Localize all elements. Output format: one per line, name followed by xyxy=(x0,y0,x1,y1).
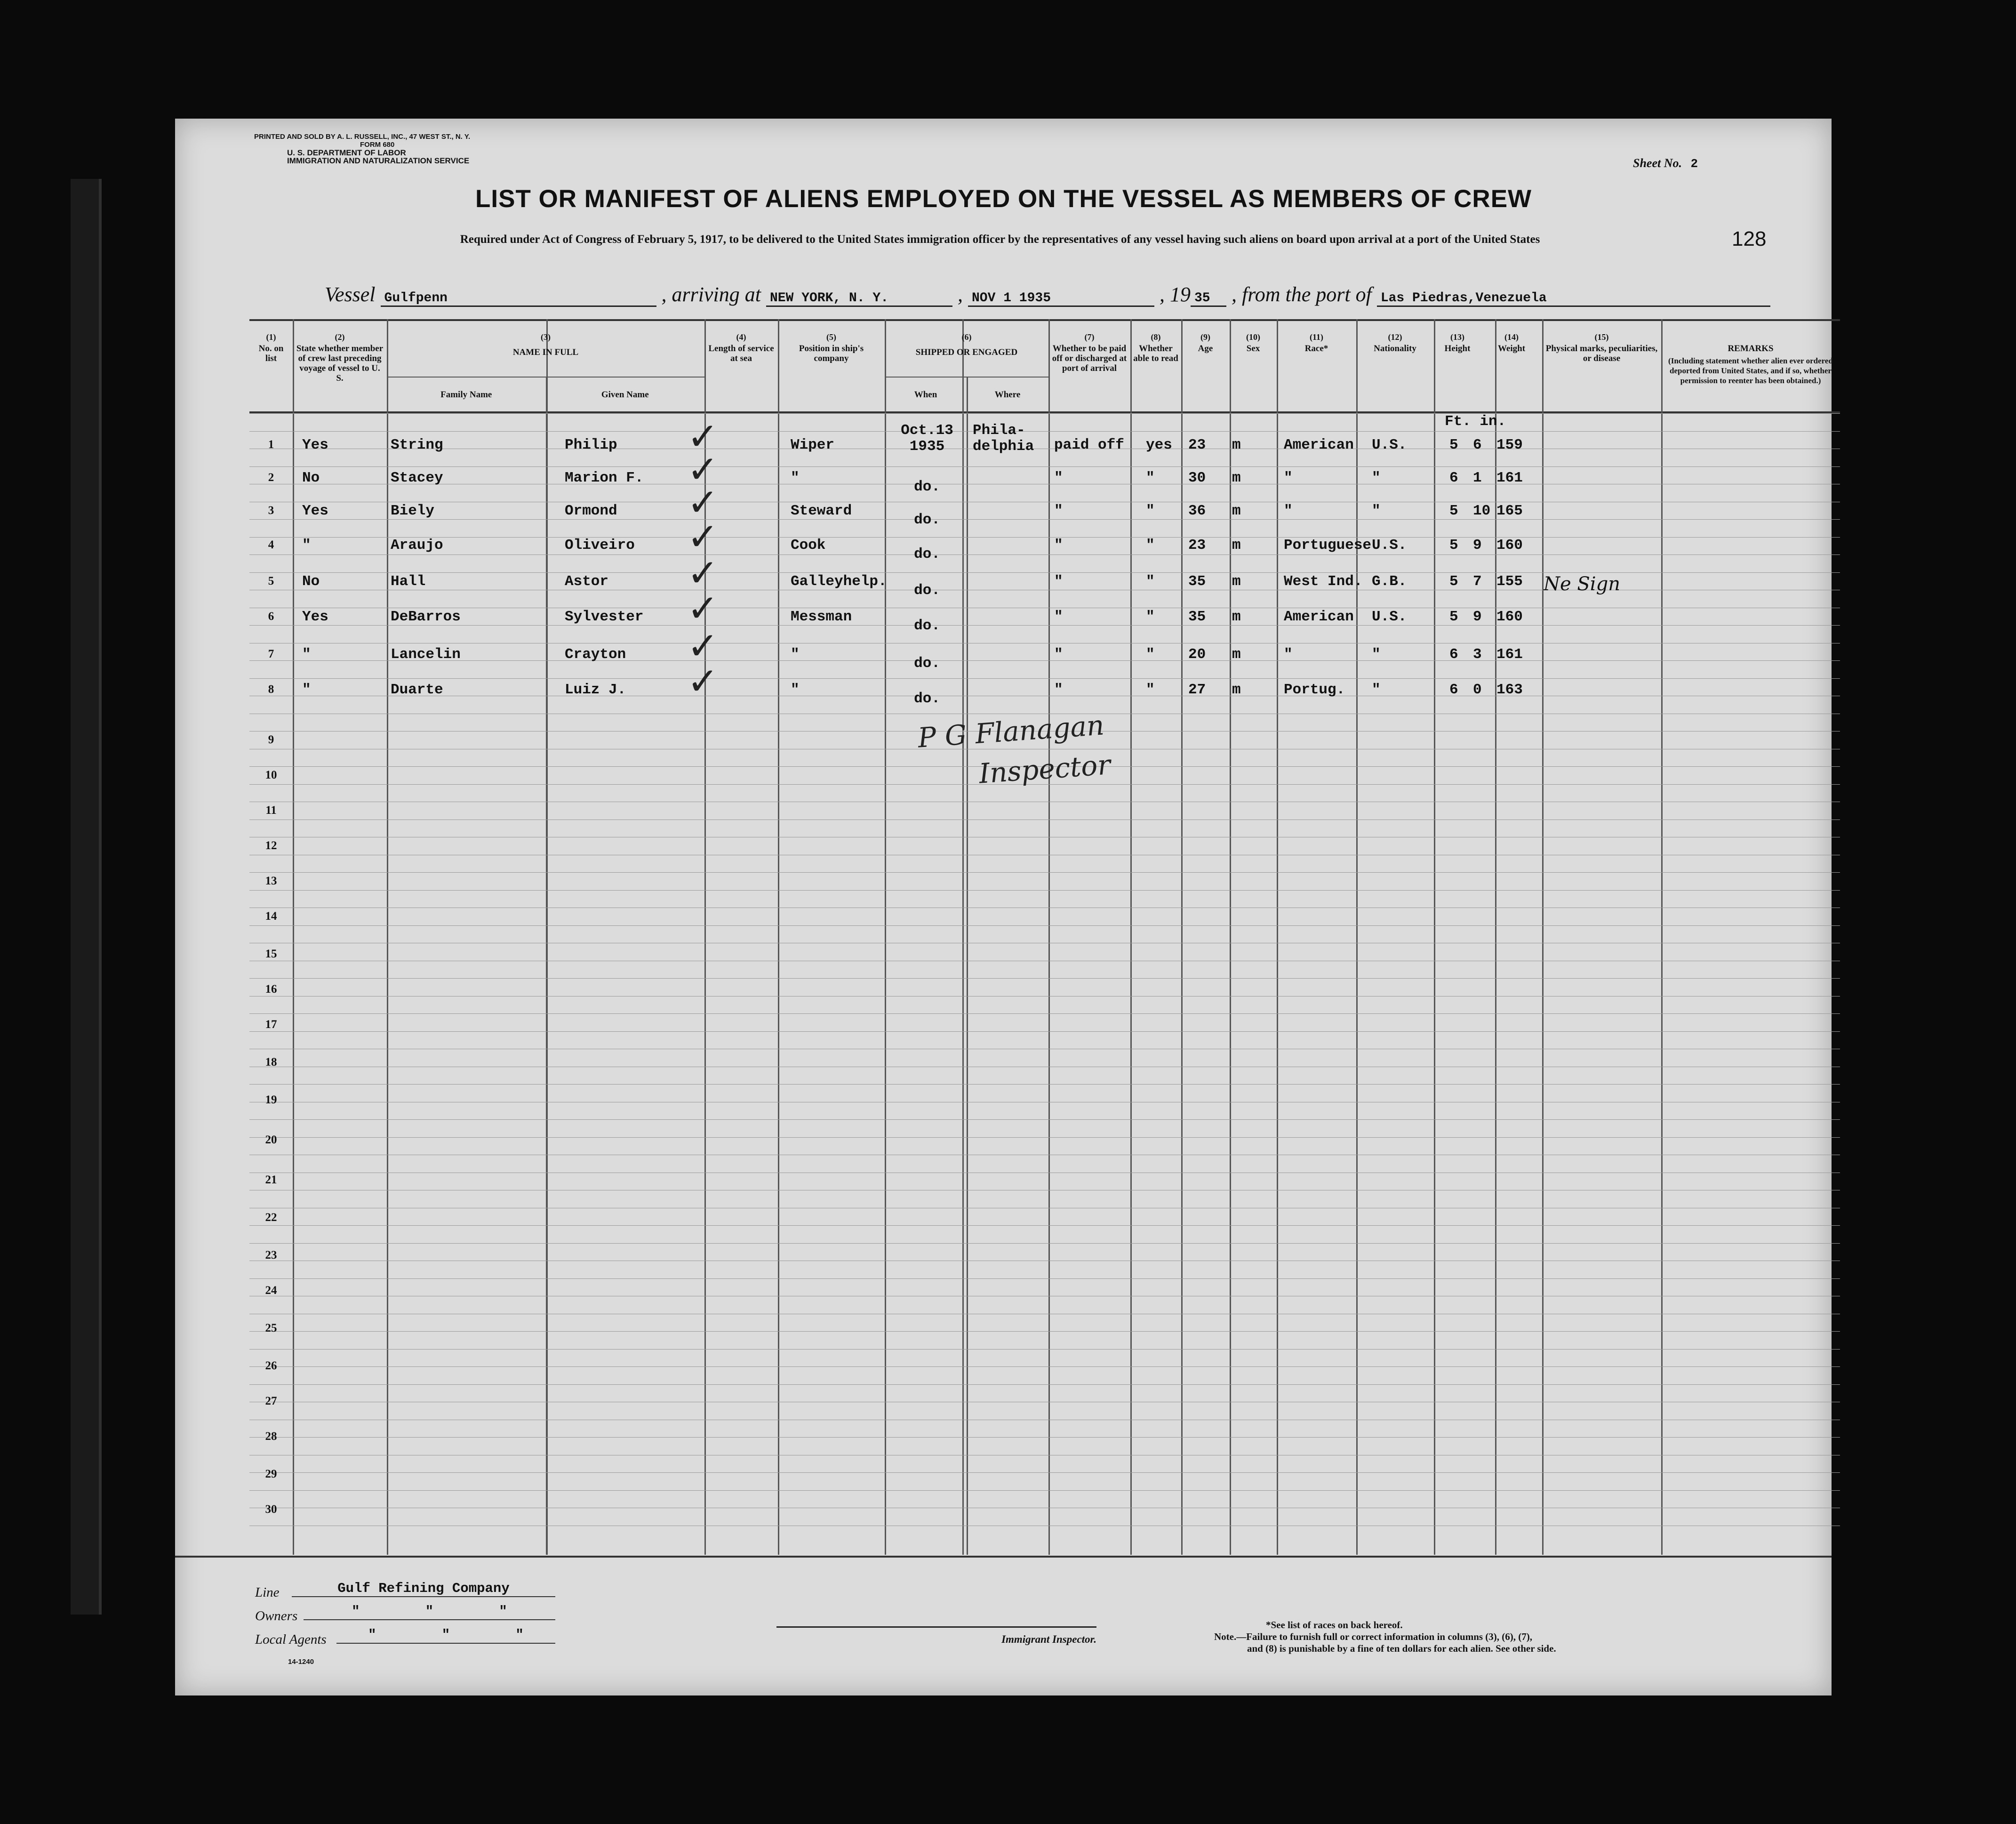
checkmark-icon: ✓ xyxy=(687,659,719,703)
cell-sex: m xyxy=(1232,682,1241,698)
cell-weight: 160 xyxy=(1496,609,1523,625)
cell-race: American xyxy=(1284,437,1354,453)
cell-marks: Ne Sign xyxy=(1544,573,1620,595)
column-number: (8) xyxy=(1151,332,1161,342)
printer-info xyxy=(254,133,470,165)
page-title: LIST OR MANIFEST OF ALIENS EMPLOYED ON THE VESSEL AS MEMBERS OF CREW xyxy=(475,185,1532,213)
checkmark-icon: ✓ xyxy=(687,415,719,458)
local-agents-label: Local Agents xyxy=(255,1632,327,1647)
row-number: 24 xyxy=(265,1284,277,1297)
cell-nat: G.B. xyxy=(1372,573,1407,590)
cell-given: Ormond xyxy=(565,503,617,519)
column-subheader: Where xyxy=(994,390,1021,400)
footnote-penalty-cont: and (8) is punishable by a fine of ten dollars for each alien. See other side. xyxy=(1247,1643,1556,1654)
ruled-line xyxy=(249,431,1840,432)
cell-weight: 159 xyxy=(1496,437,1523,453)
cell-prev: Yes xyxy=(302,503,328,519)
ruled-line xyxy=(249,1490,1840,1491)
column-header: Nationality xyxy=(1374,344,1416,354)
column-number: (13) xyxy=(1450,332,1464,342)
column-header: Race* xyxy=(1304,344,1328,354)
row-number: 1 xyxy=(268,438,274,451)
cell-read: " xyxy=(1146,537,1155,554)
cell-ft: 5 xyxy=(1449,437,1458,453)
cell-family: Duarte xyxy=(391,682,443,698)
cell-nat: " xyxy=(1372,470,1381,486)
cell-position: Cook xyxy=(791,537,826,554)
row-number: 4 xyxy=(268,538,274,551)
cell-prev: No xyxy=(302,573,320,590)
cell-age: 20 xyxy=(1188,646,1206,663)
ruled-line xyxy=(249,1384,1840,1385)
cell-sex: m xyxy=(1232,573,1241,590)
column-rule xyxy=(962,319,964,1555)
cell-race: Portuguese xyxy=(1284,537,1372,554)
form-number: 14-1240 xyxy=(288,1658,314,1666)
cell-prev: No xyxy=(302,470,320,486)
cell-race: Portug. xyxy=(1284,682,1345,698)
sheet-value: 2 xyxy=(1690,157,1698,171)
ruled-line xyxy=(249,1013,1840,1014)
ruled-line xyxy=(249,1225,1840,1226)
row-number: 13 xyxy=(265,875,277,887)
row-number: 10 xyxy=(265,769,277,781)
ruled-line xyxy=(249,1366,1840,1367)
row-number: 5 xyxy=(268,575,274,587)
ruled-line xyxy=(249,519,1840,520)
from-label: , from the port of xyxy=(1231,283,1372,306)
column-header: Weight xyxy=(1497,344,1526,354)
page-number: 128 xyxy=(1732,227,1767,250)
column-number: (3) xyxy=(541,332,551,342)
checkmark-icon: ✓ xyxy=(687,551,719,595)
cell-prev: " xyxy=(302,537,311,554)
cell-age: 27 xyxy=(1188,682,1206,698)
immigrant-inspector-line xyxy=(776,1626,1096,1646)
cell-read: " xyxy=(1146,573,1155,590)
cell-age: 35 xyxy=(1188,573,1206,590)
cell-position: " xyxy=(791,470,800,486)
column-subheader: Given Name xyxy=(601,390,649,400)
column-header: SHIPPED OR ENGAGED xyxy=(915,347,1018,357)
cell-given: Sylvester xyxy=(565,609,644,625)
column-number: (12) xyxy=(1388,332,1402,342)
checkmark-icon: ✓ xyxy=(687,515,719,559)
column-header: REMARKS xyxy=(1728,344,1774,354)
cell-shipped-when: do. xyxy=(914,512,940,528)
column-subheader: When xyxy=(914,390,937,400)
ruled-line xyxy=(249,1349,1840,1350)
row-number: 12 xyxy=(265,839,277,852)
cell-shipped-when: do. xyxy=(914,691,940,707)
cell-weight: 163 xyxy=(1496,682,1523,698)
cell-prev: " xyxy=(302,646,311,663)
cell-in: 3 xyxy=(1473,646,1482,663)
cell-sex: m xyxy=(1232,609,1241,625)
cell-race: American xyxy=(1284,609,1354,625)
cell-in: 1 xyxy=(1473,470,1482,486)
ruled-line xyxy=(249,1278,1840,1279)
ruled-line xyxy=(249,1084,1840,1085)
cell-paid: " xyxy=(1054,573,1063,590)
cell-family: String xyxy=(391,437,443,453)
row-number: 3 xyxy=(268,504,274,517)
cell-in: 6 xyxy=(1473,437,1482,453)
cell-weight: 161 xyxy=(1496,470,1523,486)
footnote-races: *See list of races on back hereof. xyxy=(1266,1619,1403,1631)
row-number: 15 xyxy=(265,948,277,960)
cell-given: Oliveiro xyxy=(565,537,635,554)
cell-in: 7 xyxy=(1473,573,1482,590)
ruled-line xyxy=(249,1243,1840,1244)
arrival-date: NOV 1 1935 xyxy=(968,291,1154,307)
line-value: Gulf Refining Company xyxy=(292,1581,555,1597)
immigrant-inspector-label: Immigrant Inspector. xyxy=(1001,1633,1096,1645)
column-number: (2) xyxy=(335,332,345,342)
cell-sex: m xyxy=(1232,503,1241,519)
cell-sex: m xyxy=(1232,470,1241,486)
row-number: 25 xyxy=(265,1322,277,1334)
ruled-line xyxy=(249,1331,1840,1332)
row-number: 14 xyxy=(265,910,277,923)
cell-shipped-when: do. xyxy=(914,582,940,599)
arriving-label: , arriving at xyxy=(661,283,761,306)
column-number: (14) xyxy=(1504,332,1519,342)
cell-paid: " xyxy=(1054,646,1063,663)
cell-given: Astor xyxy=(565,573,609,590)
column-number: (4) xyxy=(736,332,746,342)
cell-position: Steward xyxy=(791,503,852,519)
cell-race: " xyxy=(1284,470,1293,486)
cell-position: " xyxy=(791,646,800,663)
page-subtitle: Required under Act of Congress of February 5, 1917, to be delivered to the United States immigration officer by the representatives of any vessel having such aliens on board upon arrival at a port of the United States xyxy=(460,233,1540,246)
row-number: 2 xyxy=(268,471,274,484)
crew-manifest-table xyxy=(249,319,1840,1555)
ruled-line xyxy=(249,1437,1840,1438)
cell-age: 35 xyxy=(1188,609,1206,625)
cell-ft: 5 xyxy=(1449,609,1458,625)
cell-weight: 161 xyxy=(1496,646,1523,663)
cell-race: West Ind. xyxy=(1284,573,1363,590)
cell-age: 23 xyxy=(1188,537,1206,554)
ruled-line xyxy=(249,1472,1840,1473)
cell-family: Stacey xyxy=(391,470,443,486)
column-rule xyxy=(293,319,294,1555)
owners-label: Owners xyxy=(255,1608,298,1623)
ruled-line xyxy=(249,890,1840,891)
cell-read: " xyxy=(1146,682,1155,698)
vessel-line: Vessel Gulfpenn , arriving at NEW YORK, N. Y. , NOV 1 1935 , 19 35 , from the port of Las Piedras,Venezuela xyxy=(325,282,1770,307)
ruled-line xyxy=(249,1031,1840,1032)
department-name: U. S. DEPARTMENT OF LABOR xyxy=(287,148,406,157)
column-number: (7) xyxy=(1084,332,1095,342)
cell-weight: 155 xyxy=(1496,573,1523,590)
cell-paid: " xyxy=(1054,537,1063,554)
column-rule xyxy=(1230,319,1231,1555)
column-rule xyxy=(885,319,886,1555)
row-number: 8 xyxy=(268,683,274,696)
column-number: (9) xyxy=(1200,332,1210,342)
cell-position: Galleyhelp. xyxy=(791,573,887,590)
row-number: 19 xyxy=(265,1093,277,1106)
column-subheader: Family Name xyxy=(440,390,492,400)
column-rule xyxy=(1356,319,1358,1555)
cell-paid: " xyxy=(1054,470,1063,486)
column-rule xyxy=(387,319,388,1555)
cell-in: 10 xyxy=(1473,503,1491,519)
cell-family: Hall xyxy=(391,573,426,590)
cell-position: " xyxy=(791,682,800,698)
column-number: (15) xyxy=(1594,332,1609,342)
cell-nat: U.S. xyxy=(1372,537,1407,554)
cell-given: Luiz J. xyxy=(565,682,626,698)
line-label: Line xyxy=(255,1585,280,1600)
row-number: 30 xyxy=(265,1503,277,1516)
ruled-line xyxy=(249,872,1840,873)
binder-strip xyxy=(71,179,102,1615)
cell-prev: Yes xyxy=(302,609,328,625)
cell-read: " xyxy=(1146,609,1155,625)
cell-paid: " xyxy=(1054,503,1063,519)
row-number: 7 xyxy=(268,648,274,660)
cell-nat: " xyxy=(1372,503,1381,519)
cell-read: " xyxy=(1146,503,1155,519)
sheet-label: Sheet No. xyxy=(1633,156,1682,170)
vessel-label: Vessel xyxy=(325,283,376,306)
ruled-line xyxy=(249,978,1840,979)
footnote-penalty: Note.—Failure to furnish full or correct information in columns (3), (6), (7), xyxy=(1214,1631,1532,1642)
column-header: NAME IN FULL xyxy=(512,347,579,357)
row-number: 16 xyxy=(265,983,277,996)
row-number: 6 xyxy=(268,610,274,623)
column-number: (1) xyxy=(266,332,276,342)
row-number: 18 xyxy=(265,1056,277,1069)
ruled-line xyxy=(249,660,1840,661)
column-rule xyxy=(1542,319,1544,1555)
column-number: (10) xyxy=(1246,332,1260,342)
column-rule xyxy=(967,377,968,1555)
column-header: Whether to be paid off or discharged at port of arrival xyxy=(1052,344,1127,373)
form-code: FORM 680 xyxy=(360,141,395,149)
row-number: 27 xyxy=(265,1395,277,1407)
cell-position: Wiper xyxy=(791,437,835,453)
table-top-rule xyxy=(249,319,1840,321)
cell-age: 30 xyxy=(1188,470,1206,486)
row-number: 26 xyxy=(265,1359,277,1372)
arrival-port: NEW YORK, N. Y. xyxy=(766,291,952,307)
cell-family: Araujo xyxy=(391,537,443,554)
row-number: 21 xyxy=(265,1173,277,1186)
row-number: 20 xyxy=(265,1133,277,1146)
ruled-line xyxy=(249,678,1840,679)
cell-weight: 160 xyxy=(1496,537,1523,554)
cell-paid: " xyxy=(1054,682,1063,698)
ruled-line xyxy=(249,925,1840,926)
column-header: Physical marks, peculiarities, or disease xyxy=(1545,344,1658,363)
cell-prev: " xyxy=(302,682,311,698)
ruled-line xyxy=(249,1137,1840,1138)
cell-shipped-when: Oct.13 1935 xyxy=(901,422,953,455)
cell-sex: m xyxy=(1232,646,1241,663)
checkmark-icon: ✓ xyxy=(687,587,719,630)
height-units: Ft. in. xyxy=(1445,413,1506,430)
cell-family: Biely xyxy=(391,503,435,519)
column-number: (11) xyxy=(1310,332,1323,342)
column-rule xyxy=(1130,319,1132,1555)
cell-ft: 6 xyxy=(1449,646,1458,663)
cell-given: Marion F. xyxy=(565,470,644,486)
cell-family: Lancelin xyxy=(391,646,461,663)
ruled-line xyxy=(249,1119,1840,1120)
cell-ft: 5 xyxy=(1449,537,1458,554)
cell-prev: Yes xyxy=(302,437,328,453)
row-number: 22 xyxy=(265,1211,277,1224)
footer-rule xyxy=(175,1556,1832,1561)
cell-ft: 5 xyxy=(1449,573,1458,590)
column-header: Height xyxy=(1444,344,1471,354)
column-rule xyxy=(1434,319,1435,1555)
column-header: Age xyxy=(1198,344,1213,354)
cell-ft: 5 xyxy=(1449,503,1458,519)
cell-shipped-when: do. xyxy=(914,546,940,562)
cell-race: " xyxy=(1284,503,1293,519)
year-prefix: , 19 xyxy=(1159,283,1191,306)
arrival-year: 35 xyxy=(1191,291,1226,307)
ruled-line xyxy=(249,537,1840,538)
cell-sex: m xyxy=(1232,537,1241,554)
row-number: 23 xyxy=(265,1249,277,1262)
cell-weight: 165 xyxy=(1496,503,1523,519)
inspector-signature-title: Inspector xyxy=(977,748,1112,790)
column-number: (6) xyxy=(961,332,972,342)
ruled-line xyxy=(249,466,1840,467)
row-number: 29 xyxy=(265,1468,277,1480)
ruled-line xyxy=(249,625,1840,626)
column-header: Position in ship's company xyxy=(799,344,864,363)
cell-in: 0 xyxy=(1473,682,1482,698)
inspector-signature: P G Flanagan xyxy=(917,709,1105,754)
row-number: 9 xyxy=(268,733,274,746)
cell-read: " xyxy=(1146,646,1155,663)
printer-line: PRINTED AND SOLD BY A. L. RUSSELL, INC., 47 WEST ST., N. Y. xyxy=(254,133,471,141)
checkmark-icon: ✓ xyxy=(687,481,719,524)
departure-port: Las Piedras,Venezuela xyxy=(1377,291,1770,307)
local-agents-value: " " " xyxy=(336,1627,555,1644)
cell-age: 36 xyxy=(1188,503,1206,519)
cell-nat: " xyxy=(1372,682,1381,698)
cell-shipped-where: Phila- delphia xyxy=(973,422,1034,455)
cell-paid: paid off xyxy=(1054,437,1124,453)
row-number: 11 xyxy=(265,804,277,817)
cell-read: yes xyxy=(1146,437,1172,453)
cell-paid: " xyxy=(1054,609,1063,625)
column-rule xyxy=(1277,319,1278,1555)
checkmark-icon: ✓ xyxy=(687,448,719,491)
cell-read: " xyxy=(1146,470,1155,486)
column-header: Length of service at sea xyxy=(708,344,774,363)
service-name: IMMIGRATION AND NATURALIZATION SERVICE xyxy=(287,156,470,165)
ruled-line xyxy=(249,572,1840,573)
column-number: (5) xyxy=(826,332,836,342)
cell-ft: 6 xyxy=(1449,470,1458,486)
cell-in: 9 xyxy=(1473,609,1482,625)
column-rule xyxy=(778,319,779,1555)
column-rule xyxy=(1048,319,1050,1555)
row-number: 28 xyxy=(265,1430,277,1443)
checkmark-icon: ✓ xyxy=(687,624,719,668)
column-header: Sex xyxy=(1246,344,1260,354)
column-header: No. on list xyxy=(258,344,284,363)
cell-nat: U.S. xyxy=(1372,609,1407,625)
cell-age: 23 xyxy=(1188,437,1206,453)
cell-position: Messman xyxy=(791,609,852,625)
column-rule xyxy=(546,377,547,1555)
cell-shipped-when: do. xyxy=(914,618,940,634)
footnote xyxy=(1214,1619,1556,1655)
remarks-instructions: (Including statement whether alien ever ordered deported from United States, and if so, whether permission to reenter has been obtained.) xyxy=(1668,356,1833,385)
column-rule xyxy=(1181,319,1183,1555)
cell-sex: m xyxy=(1232,437,1241,453)
cell-nat: " xyxy=(1372,646,1381,663)
column-header: State whether member of crew last preceding voyage of vessel to U. S. xyxy=(296,344,384,383)
cell-given: Philip xyxy=(565,437,617,453)
cell-ft: 6 xyxy=(1449,682,1458,698)
ruled-line xyxy=(249,554,1840,555)
cell-family: DeBarros xyxy=(391,609,461,625)
column-header: Whether able to read xyxy=(1133,344,1178,363)
cell-nat: U.S. xyxy=(1372,437,1407,453)
cell-in: 9 xyxy=(1473,537,1482,554)
cell-shipped-when: do. xyxy=(914,479,940,495)
sheet-number xyxy=(1633,156,1698,171)
cell-shipped-when: do. xyxy=(914,655,940,672)
cell-given: Crayton xyxy=(565,646,626,663)
vessel-name: Gulfpenn xyxy=(381,291,656,307)
owners-value: " " " xyxy=(304,1604,555,1620)
cell-race: " xyxy=(1284,646,1293,663)
column-rule xyxy=(1661,319,1663,1555)
ruled-line xyxy=(249,413,1840,414)
row-number: 17 xyxy=(265,1018,277,1031)
